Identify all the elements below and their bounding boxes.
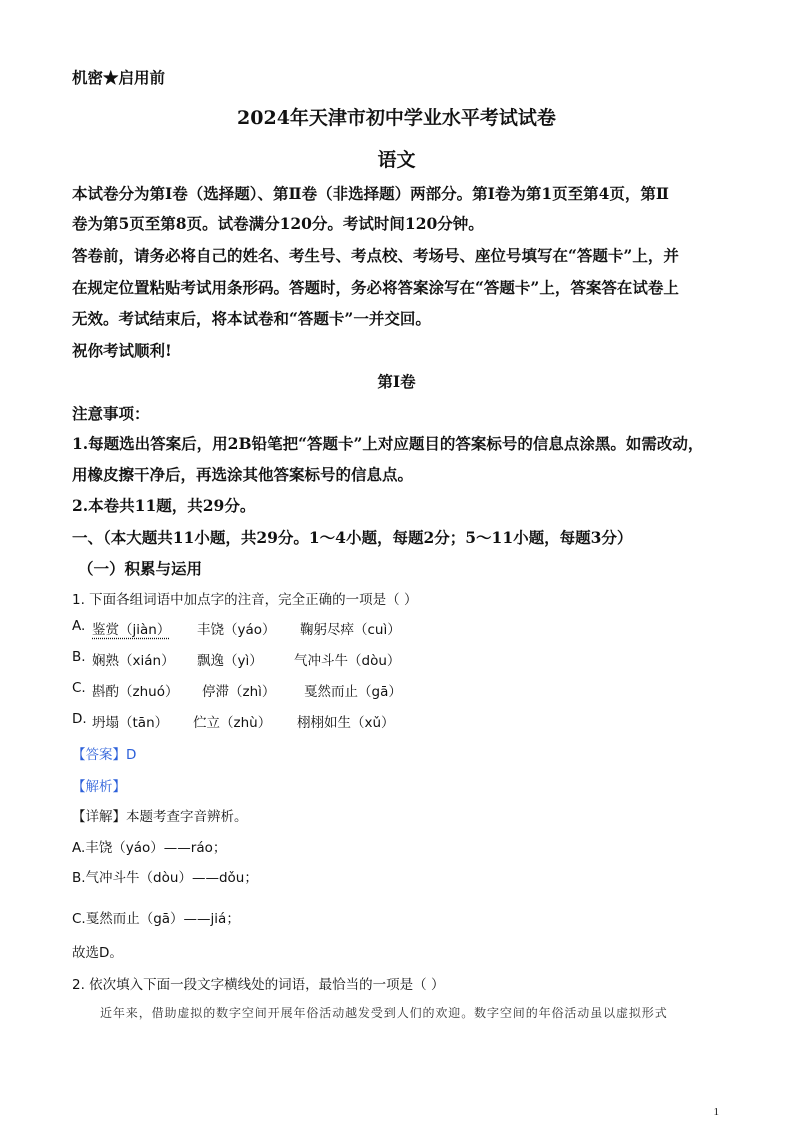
option-word: 栩栩如生（xǔ）: [297, 715, 395, 731]
notice-2: 2.本卷共11题，共29分。: [72, 496, 256, 515]
notice-title: 注意事项：: [72, 404, 150, 423]
wish-line: 祝你考试顺利!: [72, 341, 172, 360]
intro-line-1: 本试卷分为第Ⅰ卷（选择题）、第Ⅱ卷（非选择题）两部分。第Ⅰ卷为第1页至第4页，第Ⅱ: [72, 184, 669, 203]
option-word: 鉴赏（jiàn）: [92, 622, 171, 638]
notice-1b: 用橡皮擦干净后，再选涂其他答案标号的信息点。: [72, 465, 414, 484]
option-word: 气冲斗牛（dòu）: [294, 653, 401, 669]
option-label: D.: [72, 711, 87, 727]
page-number: 1: [713, 1106, 719, 1118]
exam-title: 2024年天津市初中学业水平考试试卷: [237, 107, 556, 129]
option-word: 鞠躬尽瘁（cuì）: [300, 622, 401, 638]
option-word: 停滞（zhì）: [202, 684, 276, 700]
option-label: B.: [72, 649, 86, 665]
option-word: 娴熟（xián）: [92, 653, 175, 669]
conclusion-line: 故选D。: [72, 945, 123, 961]
intro-line-5: 无效。考试结束后，将本试卷和“答题卡”一并交回。: [72, 309, 431, 328]
confidential-label: 机密★启用前: [72, 68, 166, 87]
option-word: 伫立（zhù）: [193, 715, 272, 731]
question-1-stem: 1. 下面各组词语中加点字的注音，完全正确的一项是（ ）: [72, 592, 418, 608]
option-label: C.: [72, 680, 86, 696]
option-word: 坍塌（tān）: [92, 715, 169, 731]
option-word: 丰饶（yáo）: [197, 622, 276, 638]
subject-title: 语文: [377, 149, 416, 171]
fix-c-line: C.戛然而止（gā）——jiá；: [72, 911, 240, 927]
intro-line-4: 在规定位置粘贴考试用条形码。答题时，务必将答案涂写在“答题卡”上，答案答在试卷上: [72, 278, 679, 297]
fix-a-line: A.丰饶（yáo）——ráo；: [72, 840, 227, 856]
question-2-passage: 近年来，借助虚拟的数字空间开展年俗活动越发受到人们的欢迎。数字空间的年俗活动虽以虚拟形式: [100, 1006, 668, 1020]
detail-line: 【详解】本题考查字音辨析。: [72, 809, 248, 825]
part-title: 一、（本大题共11小题，共29分。1～4小题，每题2分；5～11小题，每题3分）: [72, 528, 633, 547]
option-word: 飘逸（yì）: [197, 653, 263, 669]
option-word: 斟酌（zhuó）: [92, 684, 179, 700]
intro-line-3: 答卷前，请务必将自己的姓名、考生号、考点校、考场号、座位号填写在“答题卡”上，并: [72, 246, 679, 265]
intro-line-2: 卷为第5页至第8页。试卷满分120分。考试时间120分钟。: [72, 214, 484, 233]
option-label: A.: [72, 618, 86, 634]
sub-title: （一）积累与运用: [78, 559, 203, 578]
volume-title: 第Ⅰ卷: [377, 372, 416, 391]
question-2-stem: 2. 依次填入下面一段文字横线处的词语，最恰当的一项是（ ）: [72, 977, 445, 993]
answer-line: 【答案】D: [72, 747, 137, 763]
option-word: 戛然而止（gā）: [304, 684, 402, 700]
fix-b-line: B.气冲斗牛（dòu）——dǒu；: [72, 870, 258, 886]
notice-1a: 1.每题选出答案后，用2B铅笔把“答题卡”上对应题目的答案标号的信息点涂黑。如需改动，: [72, 434, 704, 453]
analysis-label: 【解析】: [72, 779, 126, 795]
